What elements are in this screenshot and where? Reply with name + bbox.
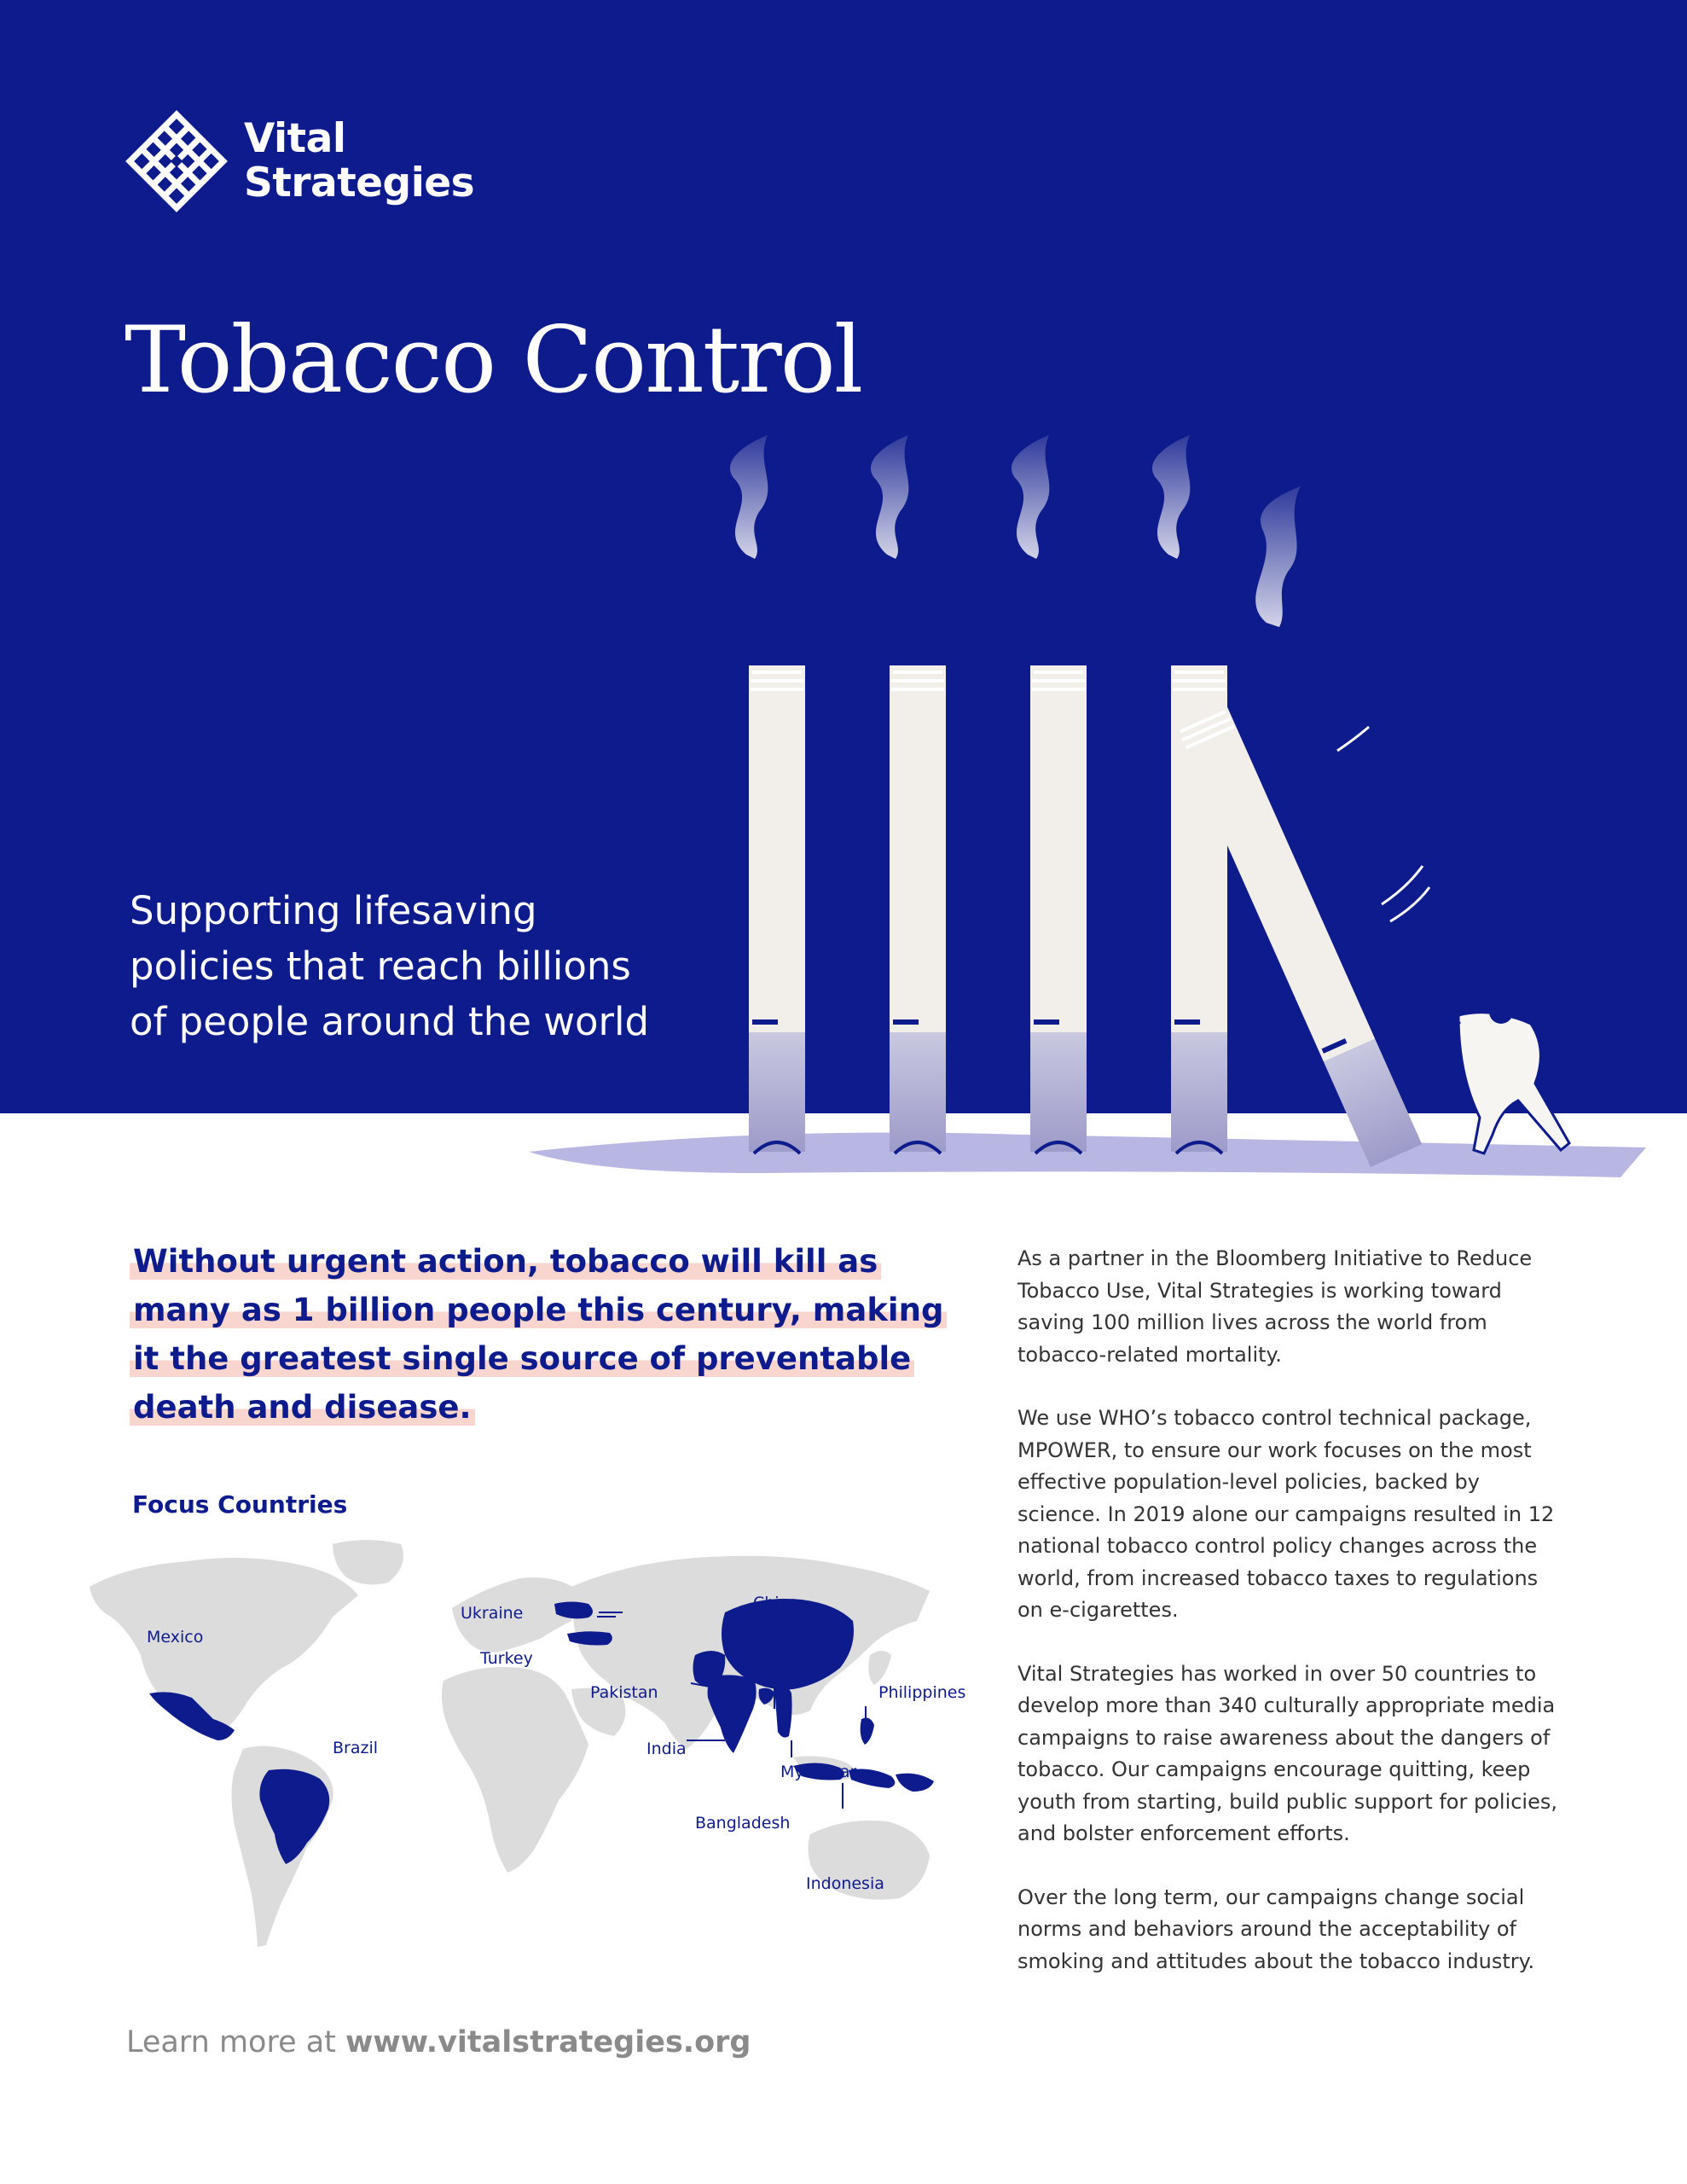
map-label-mexico: Mexico bbox=[147, 1628, 204, 1647]
learn-more-prefix: Learn more at bbox=[126, 2025, 336, 2059]
body-text-column bbox=[1017, 1243, 1563, 2009]
map-label-pakistan: Pakistan bbox=[590, 1683, 658, 1702]
cigarettes-falling-like-dominoes-illustration bbox=[512, 427, 1687, 1211]
map-label-india: India bbox=[646, 1740, 687, 1758]
map-label-myanmar: Myanmar bbox=[780, 1763, 857, 1781]
brand-name bbox=[244, 117, 474, 206]
headline-statement bbox=[130, 1237, 948, 1432]
cigarette-icon bbox=[730, 435, 805, 1153]
person-pushing-icon bbox=[1429, 990, 1569, 1153]
tagline-line: policies that reach billions bbox=[130, 944, 631, 989]
map-label-bangladesh: Bangladesh bbox=[695, 1814, 791, 1833]
cigarette-icon bbox=[871, 435, 946, 1153]
tagline-line: of people around the world bbox=[130, 999, 650, 1044]
body-paragraph: We use WHO’s tobacco control technical package, MPOWER, to ensure our work focuses on the most effective population-level policies, backed by science. In 2019 alone our campaigns resulted in 12 national tobacco control policy changes across the world, from increased tobacco taxes to regulations on e-cigarettes. bbox=[1017, 1406, 1555, 1622]
map-label-turkey: Turkey bbox=[480, 1649, 533, 1668]
body-paragraph: Over the long term, our campaigns change social norms and behaviors around the acceptability of smoking and attitudes about the tobacco industry. bbox=[1017, 1885, 1535, 1973]
map-label-china: China bbox=[753, 1594, 800, 1612]
website-link[interactable]: www.vitalstrategies.org bbox=[345, 2025, 751, 2059]
headline-text: Without urgent action, tobacco will kill as many as 1 billion people this century, making it the greatest single source of preventable death and disease. bbox=[130, 1243, 947, 1426]
page-title: Tobacco Control bbox=[125, 307, 862, 414]
focus-countries-title: Focus Countries bbox=[132, 1490, 348, 1519]
brand-name-line2: Strategies bbox=[244, 160, 475, 206]
map-label-brazil: Brazil bbox=[333, 1739, 379, 1757]
body-paragraph: Vital Strategies has worked in over 50 countries to develop more than 340 culturally appropriate media campaigns to raise awareness about the dangers of tobacco. Our campaigns encourage quitting, keep youth from starting, build public support for policies, and bolster enforcement efforts. bbox=[1017, 1661, 1557, 1845]
map-label-ukraine: Ukraine bbox=[461, 1604, 524, 1623]
map-label-philippines: Philippines bbox=[878, 1683, 966, 1702]
interlaced-diamond-logo-icon bbox=[125, 109, 229, 213]
map-label-indonesia: Indonesia bbox=[806, 1874, 884, 1893]
body-paragraph: As a partner in the Bloomberg Initiative to Reduce Tobacco Use, Vital Strategies is working toward saving 100 million lives across the world from tobacco-related mortality. bbox=[1017, 1246, 1533, 1367]
brand-logo[interactable] bbox=[125, 109, 474, 213]
brand-name-line1: Vital bbox=[244, 115, 346, 162]
world-map bbox=[77, 1527, 1006, 2005]
cigarette-icon bbox=[1012, 435, 1087, 1153]
learn-more-footer bbox=[126, 2025, 751, 2059]
tagline-line: Supporting lifesaving bbox=[130, 888, 537, 933]
